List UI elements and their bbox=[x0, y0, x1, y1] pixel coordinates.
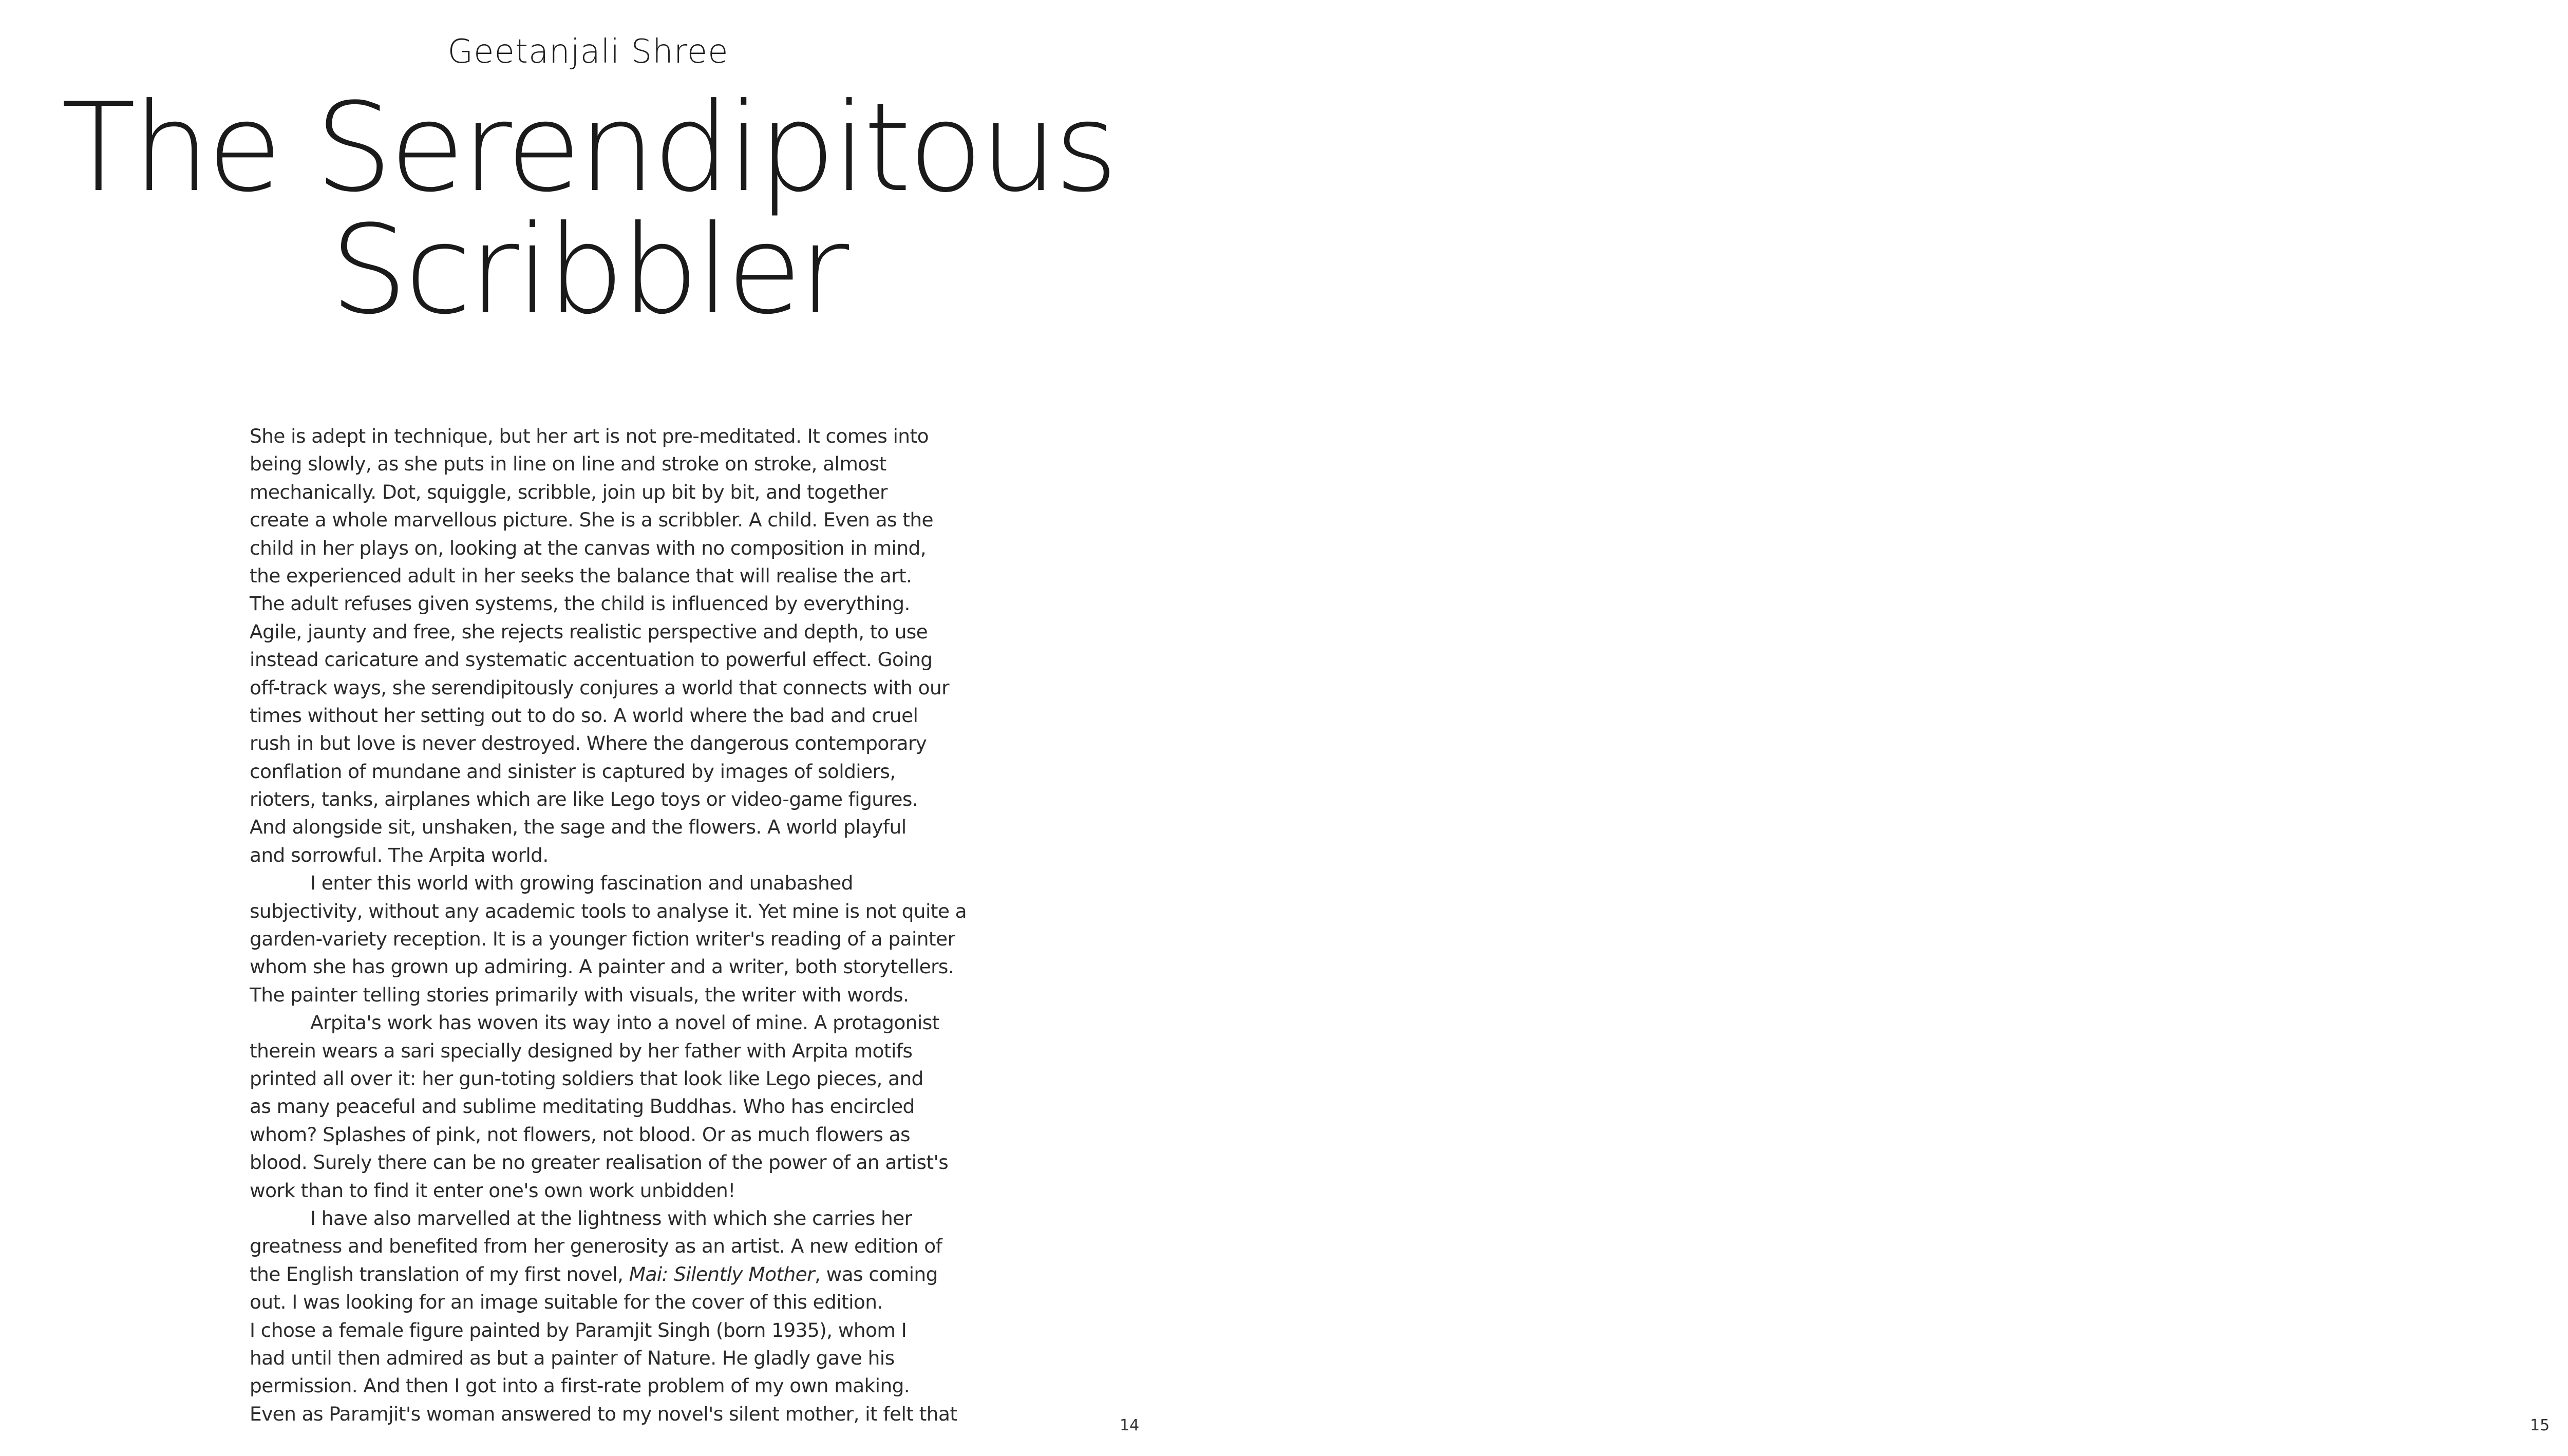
text-line: times without her setting out to do so. A world where the bad and cruel bbox=[250, 704, 918, 727]
text-line: She is adept in technique, but her art is not pre-meditated. It comes into bbox=[250, 425, 929, 447]
text-line: greatness and benefited from her generosity as an artist. A new edition of bbox=[250, 1235, 942, 1258]
essay-title bbox=[0, 77, 1176, 342]
text-line: I enter this world with growing fascination and unabashed bbox=[310, 872, 853, 895]
title-line-1: The Serendipitous bbox=[61, 77, 1115, 219]
title-line-2: Scribbler bbox=[330, 199, 846, 342]
text-line: create a whole marvellous picture. She is a scribbler. A child. Even as the bbox=[250, 508, 933, 532]
page-number-right: 15 bbox=[2530, 1416, 2550, 1434]
text-line: rush in but love is never destroyed. Where the dangerous contemporary bbox=[250, 732, 927, 755]
text-line: The adult refuses given systems, the child is influenced by everything. bbox=[250, 592, 910, 615]
text-line: therein wears a sari specially designed by her father with Arpita motifs bbox=[250, 1039, 913, 1062]
left-page bbox=[0, 0, 1213, 1456]
text-line: had until then admired as but a painter of Nature. He gladly gave his bbox=[250, 1346, 895, 1369]
text-line: Agile, jaunty and free, she rejects realistic perspective and depth, to use bbox=[250, 620, 928, 643]
text-line: I chose a female figure painted by Paramjit Singh (born 1935), whom I bbox=[250, 1318, 907, 1341]
text-line: permission. And then I got into a first-rate problem of my own making. bbox=[250, 1374, 910, 1397]
text-line: instead caricature and systematic accentuation to powerful effect. Going bbox=[250, 648, 933, 671]
text-line: the experienced adult in her seeks the balance that will realise the art. bbox=[250, 564, 912, 587]
text-line: child in her plays on, looking at the canvas with no composition in mind, bbox=[250, 536, 927, 559]
text-line: I have also marvelled at the lightness with which she carries her bbox=[310, 1206, 912, 1230]
text-line: mechanically. Dot, squiggle, scribble, join up bit by bit, and together bbox=[250, 480, 888, 503]
text-line: and sorrowful. The Arpita world. bbox=[250, 843, 549, 866]
text-line: whom? Splashes of pink, not flowers, not blood. Or as much flowers as bbox=[250, 1123, 910, 1146]
author-name: Geetanjali Shree bbox=[447, 33, 729, 71]
text-line: whom she has grown up admiring. A painter and a writer, both storytellers. bbox=[250, 955, 954, 978]
text-line: subjectivity, without any academic tools to analyse it. Yet mine is not quite a bbox=[250, 899, 967, 922]
text-line: conflation of mundane and sinister is captured by images of soldiers, bbox=[250, 760, 896, 783]
page-number-left: 14 bbox=[1120, 1416, 1140, 1434]
right-page bbox=[1213, 0, 2550, 1456]
text-line: the English translation of my first novel, Mai: Silently Mother, was coming bbox=[250, 1262, 938, 1285]
text-line: being slowly, as she puts in line on line and stroke on stroke, almost bbox=[250, 452, 886, 476]
text-line: work than to find it enter one's own work unbidden! bbox=[250, 1179, 735, 1202]
text-line: off-track ways, she serendipitously conjures a world that connects with our bbox=[250, 676, 950, 699]
text-line: Even as Paramjit's woman answered to my novel's silent mother, it felt that bbox=[250, 1402, 957, 1425]
text-line: Arpita's work has woven its way into a novel of mine. A protagonist bbox=[310, 1011, 939, 1034]
text-line: rioters, tanks, airplanes which are like Lego toys or video-game figures. bbox=[250, 788, 918, 811]
text-line: out. I was looking for an image suitable for the cover of this edition. bbox=[250, 1291, 883, 1314]
text-line: as many peaceful and sublime meditating Buddhas. Who has encircled bbox=[250, 1095, 915, 1118]
text-line: And alongside sit, unshaken, the sage and the flowers. A world playful bbox=[250, 816, 907, 839]
text-line: garden-variety reception. It is a younger fiction writer's reading of a painter bbox=[250, 928, 955, 951]
text-line: printed all over it: her gun-toting soldiers that look like Lego pieces, and bbox=[250, 1067, 923, 1090]
left-body-text bbox=[250, 422, 967, 1428]
text-line: blood. Surely there can be no greater realisation of the power of an artist's bbox=[250, 1151, 949, 1174]
text-line: The painter telling stories primarily with visuals, the writer with words. bbox=[250, 983, 909, 1006]
